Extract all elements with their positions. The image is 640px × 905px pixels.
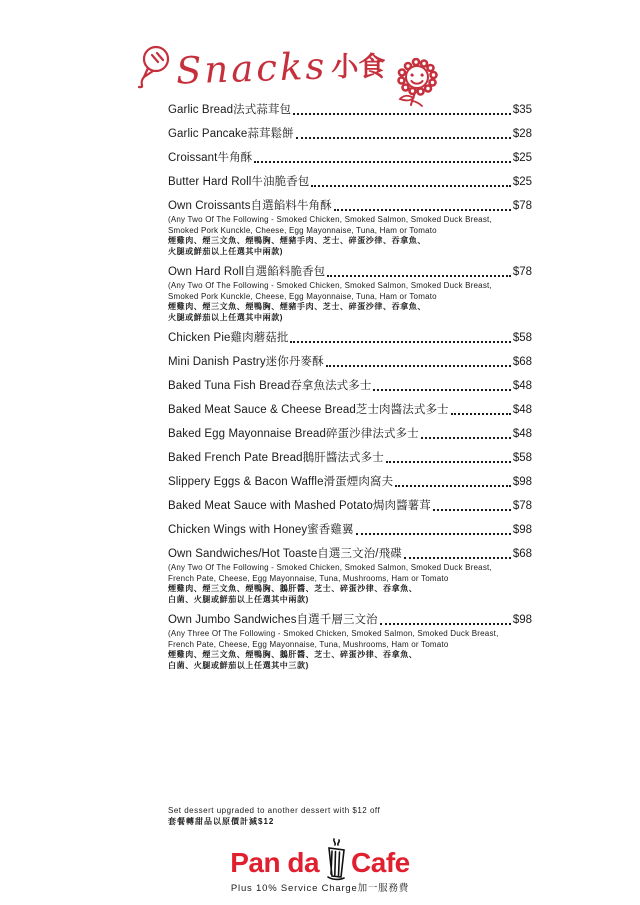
dotted-leader (404, 557, 511, 559)
item-description-line: French Pate, Cheese, Egg Mayonnaise, Tuna, Mushrooms, Ham or Tomato (168, 639, 449, 649)
dotted-leader (395, 485, 511, 487)
item-price: $48 (512, 428, 532, 440)
dotted-leader (451, 413, 511, 415)
dotted-leader (327, 275, 511, 277)
item-price: $78 (512, 200, 532, 212)
page-title-script: Snacks (175, 44, 329, 93)
menu-item (168, 331, 532, 345)
logo-text-cafe: Cafe (351, 847, 410, 878)
item-price: $98 (512, 614, 532, 626)
dotted-leader (373, 389, 510, 391)
dotted-leader (433, 509, 511, 511)
item-name: Own Hard Roll自選餡料脆香包 (168, 266, 326, 278)
item-description-line: 白菌、火腿或鮮茄以上任選其中三款) (168, 660, 309, 670)
item-price: $48 (512, 380, 532, 392)
item-description-line: 煙雞肉、煙三文魚、煙鴨胸、鵝肝醬、芝士、碎蛋沙律、吞拿魚、 (168, 650, 418, 659)
dotted-leader (356, 533, 511, 535)
item-price: $98 (512, 476, 532, 488)
dotted-leader (421, 437, 511, 439)
dessert-footnote (168, 805, 380, 827)
item-price: $25 (512, 176, 532, 188)
item-description (168, 215, 532, 257)
flower-smiley-icon (389, 58, 443, 108)
item-price: $58 (512, 332, 532, 344)
item-description-line: French Pate, Cheese, Egg Mayonnaise, Tuna, Mushrooms, Ham or Tomato (168, 573, 449, 583)
dotted-leader (380, 623, 511, 625)
item-name: Baked Meat Sauce with Mashed Potato焗肉醬薯茸 (168, 500, 431, 512)
dotted-leader (254, 161, 511, 163)
item-description-line: 火腿或鮮茄以上任選其中兩款) (168, 246, 284, 256)
item-price: $68 (512, 548, 532, 560)
item-name: Own Croissants自選餡料牛角酥 (168, 200, 332, 212)
menu-item (168, 199, 532, 257)
item-description-line: Smoked Pork Kunckle, Cheese, Egg Mayonnaise, Tuna, Ham or Tomato (168, 291, 437, 301)
item-price: $35 (512, 104, 532, 116)
menu-item (168, 379, 532, 393)
footnote-line-cn: 套餐轉甜品以原價計減$12 (168, 817, 275, 826)
footnote-line-en: Set dessert upgraded to another dessert with $12 off (168, 806, 381, 815)
item-name: Baked French Pate Bread鵝肝醬法式多士 (168, 452, 384, 464)
menu-item (168, 427, 532, 441)
item-name: Own Sandwiches/Hot Toaste自選三文治/飛碟 (168, 548, 402, 560)
item-price: $48 (512, 404, 532, 416)
coffee-cup-icon (322, 837, 350, 881)
item-price: $98 (512, 524, 532, 536)
item-description-line: Smoked Pork Kunckle, Cheese, Egg Mayonnaise, Tuna, Ham or Tomato (168, 225, 437, 235)
dotted-leader (293, 113, 511, 115)
dotted-leader (311, 185, 510, 187)
menu-item (168, 355, 532, 369)
dotted-leader (290, 341, 510, 343)
item-name: Croissant牛角酥 (168, 152, 253, 164)
item-price: $28 (512, 128, 532, 140)
item-description-line: (Any Three Of The Following - Smoked Chicken, Smoked Salmon, Smoked Duck Breast, (168, 629, 499, 638)
dotted-leader (334, 209, 511, 211)
dotted-leader (326, 365, 511, 367)
item-name: Chicken Pie雞肉蘑菇批 (168, 332, 289, 344)
item-name: Garlic Bread法式蒜茸包 (168, 104, 292, 116)
menu-item (168, 547, 532, 605)
item-description-line: 火腿或鮮茄以上任選其中兩款) (168, 312, 284, 322)
menu-item (168, 451, 532, 465)
dotted-leader (296, 137, 511, 139)
item-description-line: 煙雞肉、煙三文魚、煙鴨胸、鵝肝醬、芝士、碎蛋沙律、吞拿魚、 (168, 584, 418, 593)
page-header (134, 42, 443, 108)
menu-list (168, 103, 532, 679)
item-description-line: (Any Two Of The Following - Smoked Chicken, Smoked Salmon, Smoked Duck Breast, (168, 215, 492, 224)
item-name: Baked Tuna Fish Bread吞拿魚法式多士 (168, 380, 372, 392)
item-description-line: (Any Two Of The Following - Smoked Chicken, Smoked Salmon, Smoked Duck Breast, (168, 281, 492, 290)
menu-item (168, 403, 532, 417)
item-description (168, 281, 532, 323)
item-description-line: 煙雞肉、煙三文魚、煙鴨胸、煙豬手肉、芝士、碎蛋沙律、吞拿魚、 (168, 236, 426, 245)
item-name: Own Jumbo Sandwiches自選千層三文治 (168, 614, 378, 626)
item-name: Slippery Eggs & Bacon Waffle滑蛋煙肉窩夫 (168, 476, 394, 488)
menu-item (168, 265, 532, 323)
menu-item (168, 475, 532, 489)
item-name: Chicken Wings with Honey蜜香雞翼 (168, 524, 354, 536)
item-description (168, 629, 532, 671)
menu-item (168, 103, 532, 117)
item-price: $58 (512, 452, 532, 464)
item-name: Butter Hard Roll牛油脆香包 (168, 176, 310, 188)
page-footer (0, 833, 640, 894)
item-name: Mini Danish Pastry迷你丹麥酥 (168, 356, 324, 368)
item-price: $68 (512, 356, 532, 368)
item-name: Baked Egg Mayonnaise Bread碎蛋沙律法式多士 (168, 428, 419, 440)
dotted-leader (386, 461, 511, 463)
item-description (168, 563, 532, 605)
item-name: Garlic Pancake蒜茸鬆餅 (168, 128, 294, 140)
item-description-line: 白菌、火腿或鮮茄以上任選其中兩款) (168, 594, 309, 604)
item-description-line: (Any Two Of The Following - Smoked Chicken, Smoked Salmon, Smoked Duck Breast, (168, 563, 492, 572)
speech-bubble-doodle-icon (134, 44, 174, 92)
logo (0, 833, 640, 877)
item-price: $78 (512, 266, 532, 278)
logo-text-pan-da: Pan da (230, 847, 320, 878)
menu-item (168, 175, 532, 189)
menu-item (168, 499, 532, 513)
menu-item (168, 127, 532, 141)
menu-item (168, 151, 532, 165)
menu-item (168, 523, 532, 537)
service-charge-note: Plus 10% Service Charge加一服務費 (230, 883, 410, 894)
item-description-line: 煙雞肉、煙三文魚、煙鴨胸、煙豬手肉、芝士、碎蛋沙律、吞拿魚、 (168, 302, 426, 311)
item-price: $25 (512, 152, 532, 164)
item-price: $78 (512, 500, 532, 512)
item-name: Baked Meat Sauce & Cheese Bread芝士肉醬法式多士 (168, 404, 449, 416)
page-title-chinese: 小食 (331, 52, 386, 83)
menu-item (168, 613, 532, 671)
